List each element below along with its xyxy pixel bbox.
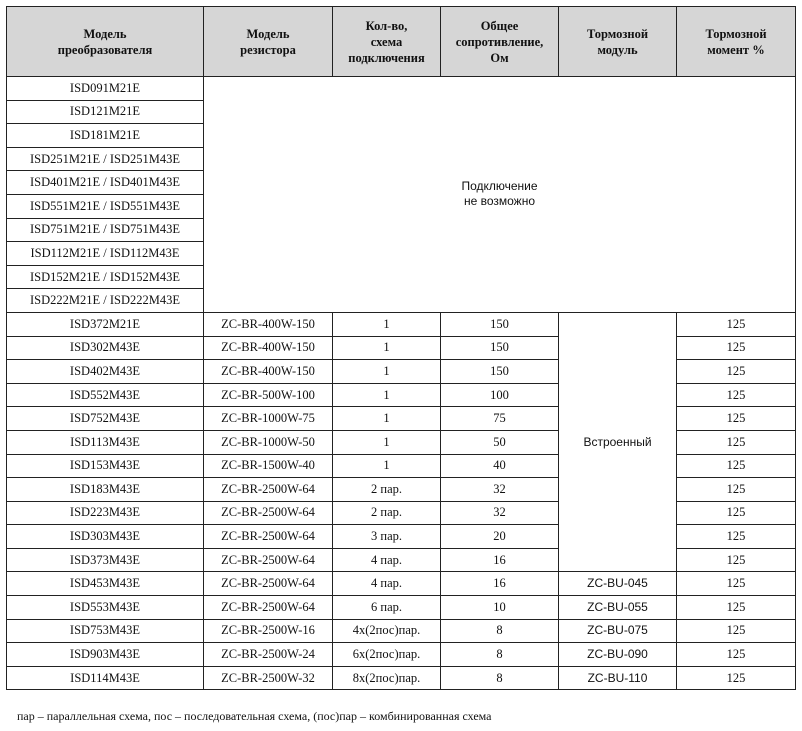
converter-model-cell: ISD223M43E	[7, 501, 204, 525]
resistor-model-cell: ZC-BR-500W-100	[204, 383, 333, 407]
converter-model-cell: ISD753M43E	[7, 619, 204, 643]
brake-module-cell: ZC-BU-055	[559, 596, 677, 620]
converter-model-cell: ISD112M21E / ISD112M43E	[7, 242, 204, 266]
brake-module-cell: ZC-BU-090	[559, 643, 677, 667]
resistance-cell: 8	[441, 666, 559, 690]
torque-cell: 125	[677, 430, 796, 454]
table-row	[7, 77, 796, 101]
count-scheme-cell: 6x(2пос)пар.	[333, 643, 441, 667]
converter-model-cell: ISD553M43E	[7, 596, 204, 620]
converter-model-cell: ISD752M43E	[7, 407, 204, 431]
braking-resistor-table	[6, 6, 796, 690]
no-connection-cell: Подключение не возможно	[204, 77, 796, 313]
resistor-model-cell: ZC-BR-2500W-16	[204, 619, 333, 643]
resistance-cell: 150	[441, 312, 559, 336]
resistance-cell: 50	[441, 430, 559, 454]
header-brake-module: Тормозной модуль	[559, 7, 677, 77]
resistor-model-cell: ZC-BR-400W-150	[204, 312, 333, 336]
converter-model-cell: ISD153M43E	[7, 454, 204, 478]
torque-cell: 125	[677, 619, 796, 643]
brake-module-cell: ZC-BU-045	[559, 572, 677, 596]
resistor-model-cell: ZC-BR-2500W-64	[204, 596, 333, 620]
torque-cell: 125	[677, 525, 796, 549]
torque-cell: 125	[677, 572, 796, 596]
table-row	[7, 666, 796, 690]
resistance-cell: 32	[441, 501, 559, 525]
resistor-model-cell: ZC-BR-400W-150	[204, 336, 333, 360]
footnote: пар – параллельная схема, пос – последовательная схема, (пос)пар – комбинированная схема	[17, 709, 492, 723]
torque-cell: 125	[677, 454, 796, 478]
torque-cell: 125	[677, 643, 796, 667]
table-row	[7, 454, 796, 478]
converter-model-cell: ISD903M43E	[7, 643, 204, 667]
converter-model-cell: ISD453M43E	[7, 572, 204, 596]
resistance-cell: 32	[441, 478, 559, 502]
count-scheme-cell: 1	[333, 407, 441, 431]
converter-model-cell: ISD114M43E	[7, 666, 204, 690]
table-row	[7, 336, 796, 360]
table-row	[7, 407, 796, 431]
header-row	[7, 7, 796, 77]
resistor-model-cell: ZC-BR-400W-150	[204, 360, 333, 384]
torque-cell: 125	[677, 383, 796, 407]
converter-model-cell: ISD372M21E	[7, 312, 204, 336]
torque-cell: 125	[677, 360, 796, 384]
brake-module-cell: ZC-BU-075	[559, 619, 677, 643]
torque-cell: 125	[677, 596, 796, 620]
table-row	[7, 360, 796, 384]
count-scheme-cell: 4x(2пос)пар.	[333, 619, 441, 643]
resistance-cell: 20	[441, 525, 559, 549]
resistance-cell: 8	[441, 619, 559, 643]
header-total-resistance: Общее сопротивление, Ом	[441, 7, 559, 77]
resistance-cell: 100	[441, 383, 559, 407]
resistance-cell: 8	[441, 643, 559, 667]
header-count-scheme: Кол-во, схема подключения	[333, 7, 441, 77]
converter-model-cell: ISD222M21E / ISD222M43E	[7, 289, 204, 313]
resistance-cell: 16	[441, 572, 559, 596]
resistance-cell: 150	[441, 336, 559, 360]
torque-cell: 125	[677, 312, 796, 336]
converter-model-cell: ISD113M43E	[7, 430, 204, 454]
count-scheme-cell: 1	[333, 430, 441, 454]
converter-model-cell: ISD303M43E	[7, 525, 204, 549]
resistance-cell: 16	[441, 548, 559, 572]
count-scheme-cell: 1	[333, 454, 441, 478]
resistor-model-cell: ZC-BR-2500W-32	[204, 666, 333, 690]
converter-model-cell: ISD121M21E	[7, 100, 204, 124]
resistor-model-cell: ZC-BR-2500W-24	[204, 643, 333, 667]
resistance-cell: 10	[441, 596, 559, 620]
count-scheme-cell: 4 пар.	[333, 572, 441, 596]
converter-model-cell: ISD401M21E / ISD401M43E	[7, 171, 204, 195]
count-scheme-cell: 2 пар.	[333, 501, 441, 525]
table-row	[7, 548, 796, 572]
header-brake-torque: Тормозной момент %	[677, 7, 796, 77]
resistor-model-cell: ZC-BR-2500W-64	[204, 478, 333, 502]
converter-model-cell: ISD251M21E / ISD251M43E	[7, 147, 204, 171]
converter-model-cell: ISD302M43E	[7, 336, 204, 360]
resistor-model-cell: ZC-BR-2500W-64	[204, 572, 333, 596]
torque-cell: 125	[677, 548, 796, 572]
converter-model-cell: ISD551M21E / ISD551M43E	[7, 194, 204, 218]
table-row	[7, 501, 796, 525]
count-scheme-cell: 2 пар.	[333, 478, 441, 502]
resistance-cell: 75	[441, 407, 559, 431]
table-row	[7, 525, 796, 549]
converter-model-cell: ISD751M21E / ISD751M43E	[7, 218, 204, 242]
count-scheme-cell: 8x(2пос)пар.	[333, 666, 441, 690]
torque-cell: 125	[677, 336, 796, 360]
brake-module-cell: ZC-BU-110	[559, 666, 677, 690]
table-row	[7, 430, 796, 454]
converter-model-cell: ISD373M43E	[7, 548, 204, 572]
header-converter-model: Модель преобразователя	[7, 7, 204, 77]
count-scheme-cell: 1	[333, 360, 441, 384]
torque-cell: 125	[677, 666, 796, 690]
resistor-model-cell: ZC-BR-2500W-64	[204, 525, 333, 549]
resistance-cell: 40	[441, 454, 559, 478]
resistor-model-cell: ZC-BR-2500W-64	[204, 501, 333, 525]
table-row	[7, 643, 796, 667]
resistor-model-cell: ZC-BR-1000W-50	[204, 430, 333, 454]
table-row	[7, 572, 796, 596]
converter-model-cell: ISD181M21E	[7, 124, 204, 148]
resistance-cell: 150	[441, 360, 559, 384]
count-scheme-cell: 6 пар.	[333, 596, 441, 620]
count-scheme-cell: 4 пар.	[333, 548, 441, 572]
table-row	[7, 383, 796, 407]
table-row	[7, 619, 796, 643]
converter-model-cell: ISD183M43E	[7, 478, 204, 502]
torque-cell: 125	[677, 501, 796, 525]
torque-cell: 125	[677, 407, 796, 431]
table-row	[7, 596, 796, 620]
converter-model-cell: ISD552M43E	[7, 383, 204, 407]
table-row	[7, 312, 796, 336]
count-scheme-cell: 3 пар.	[333, 525, 441, 549]
table-row	[7, 478, 796, 502]
count-scheme-cell: 1	[333, 383, 441, 407]
resistor-model-cell: ZC-BR-1000W-75	[204, 407, 333, 431]
converter-model-cell: ISD091M21E	[7, 77, 204, 101]
count-scheme-cell: 1	[333, 336, 441, 360]
count-scheme-cell: 1	[333, 312, 441, 336]
builtin-module-cell: Встроенный	[559, 312, 677, 572]
converter-model-cell: ISD152M21E / ISD152M43E	[7, 265, 204, 289]
header-resistor-model: Модель резистора	[204, 7, 333, 77]
resistor-model-cell: ZC-BR-1500W-40	[204, 454, 333, 478]
resistor-model-cell: ZC-BR-2500W-64	[204, 548, 333, 572]
torque-cell: 125	[677, 478, 796, 502]
converter-model-cell: ISD402M43E	[7, 360, 204, 384]
